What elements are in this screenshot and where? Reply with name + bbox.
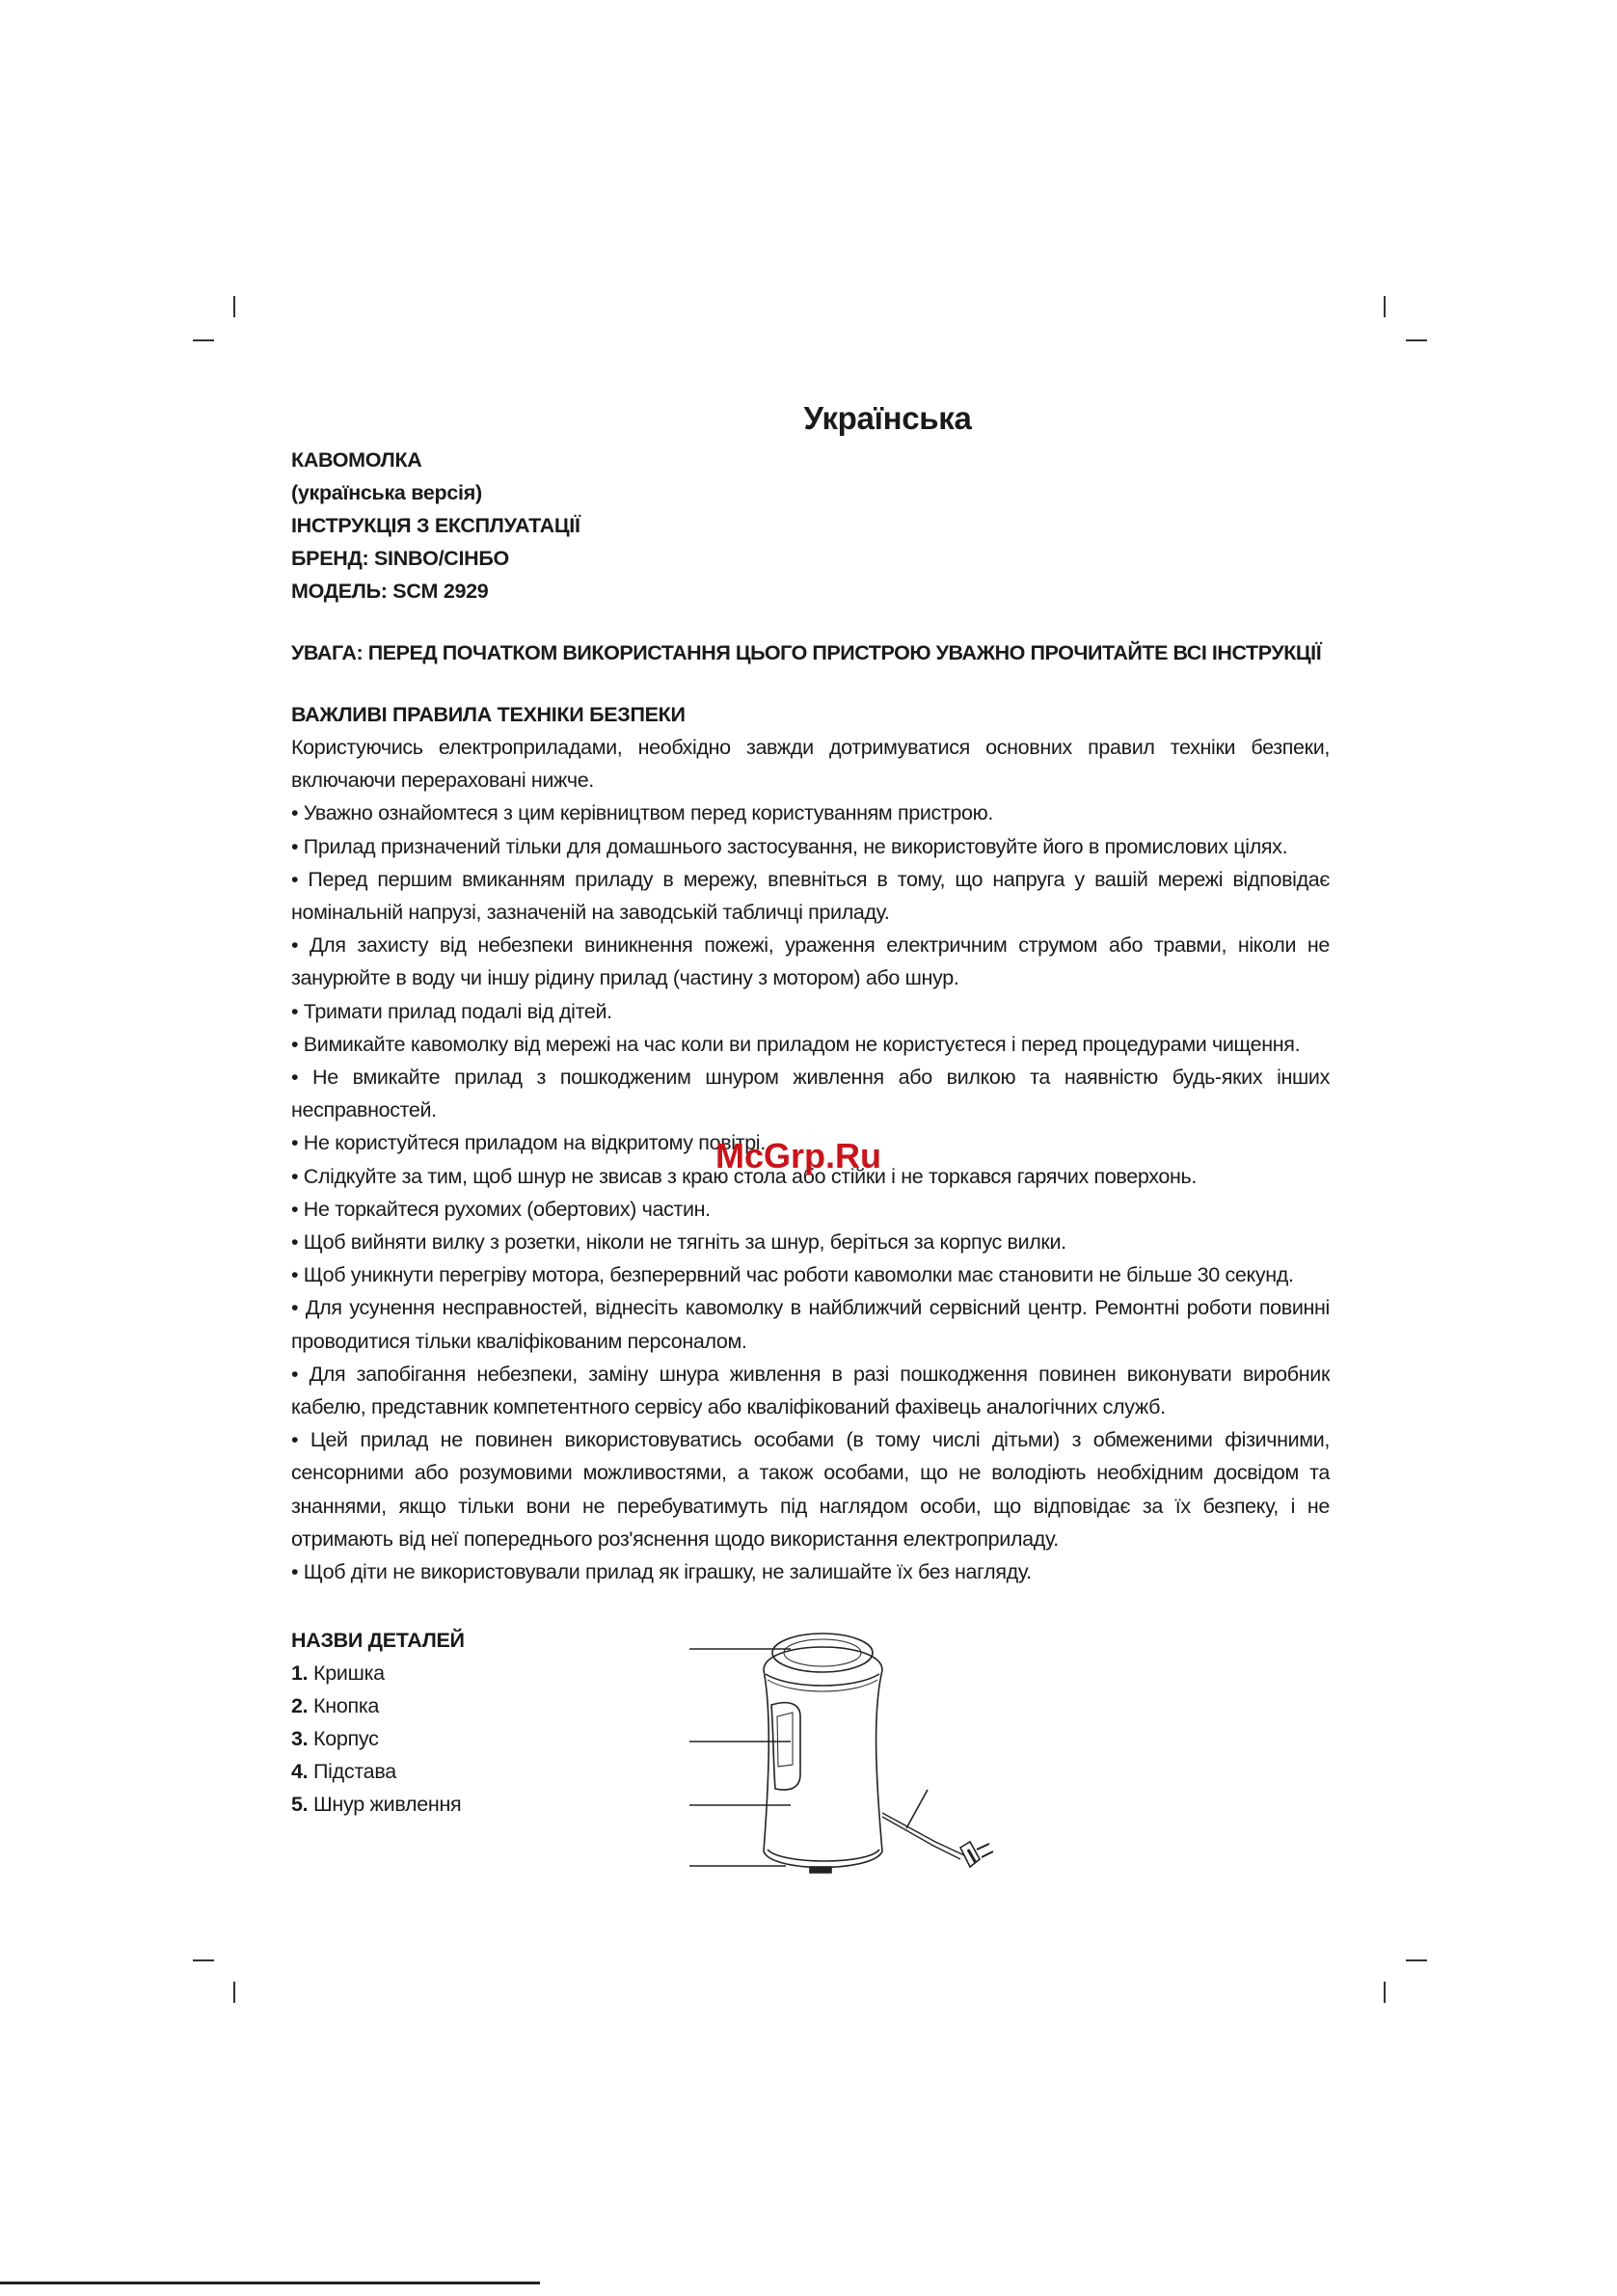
crop-mark <box>1384 296 1386 317</box>
part-item <box>291 1722 677 1755</box>
part-item <box>291 1689 677 1722</box>
crop-mark <box>1384 1982 1386 2003</box>
part-number: 4. <box>291 1760 309 1783</box>
safety-rule: • Уважно ознайомтеся з цим керівництвом перед користуванням пристрою. <box>291 801 994 825</box>
crop-mark <box>1406 339 1427 341</box>
crop-mark <box>1406 1959 1427 1961</box>
safety-rule: • Не торкайтеся рухомих (обертових) частин. <box>291 1197 711 1221</box>
leader-line-cord <box>906 1790 928 1828</box>
page-title: Українська <box>803 400 972 436</box>
part-number: 3. <box>291 1727 309 1750</box>
crop-mark <box>233 296 235 317</box>
part-number: 5. <box>291 1793 309 1816</box>
header-line: (українська версія) <box>291 481 482 504</box>
safety-rule: • Цей прилад не повинен використовуватись особами (в тому числі дітьми) з обмеженими фізичними, сенсорними або розумовими можливостями, а також особами, що не володіють необхідним досвідом та знаннями, якщо тільки вони не перебуватимуть під наглядом особи, що відповідає за їх безпеку, і не отримають від неї попереднього роз'яснення щодо використання електроприладу. <box>291 1428 1330 1551</box>
safety-section-title: ВАЖЛИВІ ПРАВИЛА ТЕХНІКИ БЕЗПЕКИ <box>291 703 686 726</box>
safety-rule: • Вимикайте кавомолку від мережі на час коли ви приладом не користуєтеся і перед процедурами чищення. <box>291 1032 1301 1056</box>
safety-rule: • Щоб діти не використовували прилад як іграшку, не залишайте їх без нагляду. <box>291 1560 1032 1584</box>
parts-list <box>291 1624 677 1821</box>
part-item <box>291 1657 677 1689</box>
coffee-grinder-diagram <box>675 1620 1022 1890</box>
watermark: McGrp.Ru <box>715 1136 882 1175</box>
safety-rule: • Для запобігання небезпеки, заміну шнура живлення в разі пошкодження повинен виконувати виробник кабелю, представник компетентного сервісу або кваліфікований фахівець аналогічних служб. <box>291 1362 1330 1419</box>
grinder-base <box>768 1850 879 1861</box>
crop-mark <box>193 339 214 341</box>
crop-mark <box>233 1982 235 2003</box>
header-line: КАВОМОЛКА <box>291 448 422 472</box>
document-body <box>291 444 1330 1588</box>
part-name: Кришка <box>313 1661 385 1685</box>
safety-rule: • Слідкуйте за тим, щоб шнур не звисав з краю стола або стійки і не торкався гарячих поверхонь. <box>291 1164 1197 1188</box>
safety-rule: • Для усунення несправностей, віднесіть кавомолку в найближчий сервісний центр. Ремонтні роботи повинні проводитися тільки кваліфікованим персоналом. <box>291 1296 1330 1353</box>
header-line: БРЕНД: SINBO/СІНБО <box>291 547 509 570</box>
part-item <box>291 1788 677 1821</box>
crop-mark <box>193 1959 214 1961</box>
header-line: МОДЕЛЬ: SCM 2929 <box>291 580 489 603</box>
part-name: Шнур живлення <box>313 1793 462 1816</box>
header-line: ІНСТРУКЦІЯ З ЕКСПЛУАТАЦІЇ <box>291 514 580 537</box>
part-number: 2. <box>291 1694 309 1717</box>
safety-rule: • Тримати прилад подалі від дітей. <box>291 999 612 1023</box>
part-name: Корпус <box>313 1727 379 1750</box>
grinder-button <box>771 1703 800 1790</box>
part-name: Кнопка <box>313 1694 380 1717</box>
part-name: Підстава <box>313 1760 396 1783</box>
safety-rule: • Перед першим вмиканням приладу в мережу, впевніться в тому, що напруга у вашій мережі відповідає номінальній напрузі, зазначеній на заводській табличці приладу. <box>291 867 1330 925</box>
safety-rule: Користуючись електроприладами, необхідно завжди дотримуватися основних правил техніки безпеки, включаючи перераховані нижче. <box>291 736 1330 793</box>
safety-rule: • Прилад призначений тільки для домашнього застосування, не використовуйте його в промислових цілях. <box>291 834 1288 858</box>
safety-rule: • Не користуйтеся приладом на відкритому повітрі. <box>291 1131 766 1155</box>
warning-notice: УВАГА: ПЕРЕД ПОЧАТКОМ ВИКОРИСТАННЯ ЦЬОГО ПРИСТРОЮ УВАЖНО ПРОЧИТАЙТЕ ВСІ ІНСТРУКЦІЇ <box>291 641 1322 664</box>
power-cord <box>882 1813 964 1855</box>
bottom-rule <box>0 2282 540 2284</box>
safety-rule: • Для захисту від небезпеки виникнення пожежі, ураження електричним струмом або травми, ніколи не занурюйте в воду чи іншу рідину прилад (частину з мотором) або шнур. <box>291 933 1330 990</box>
product-header <box>291 444 1330 608</box>
part-number: 1. <box>291 1661 309 1685</box>
safety-rule: • Щоб уникнути перегріву мотора, безперервний час роботи кавомолки має становити не більше 30 секунд. <box>291 1263 1294 1287</box>
part-item <box>291 1755 677 1788</box>
parts-title: НАЗВИ ДЕТАЛЕЙ <box>291 1629 465 1652</box>
safety-rule: • Не вмикайте прилад з пошкодженим шнуром живлення або вилкою та наявністю будь-яких інших несправностей. <box>291 1066 1330 1122</box>
safety-rule: • Щоб вийняти вилку з розетки, ніколи не тягніть за шнур, беріться за корпус вилки. <box>291 1230 1066 1255</box>
